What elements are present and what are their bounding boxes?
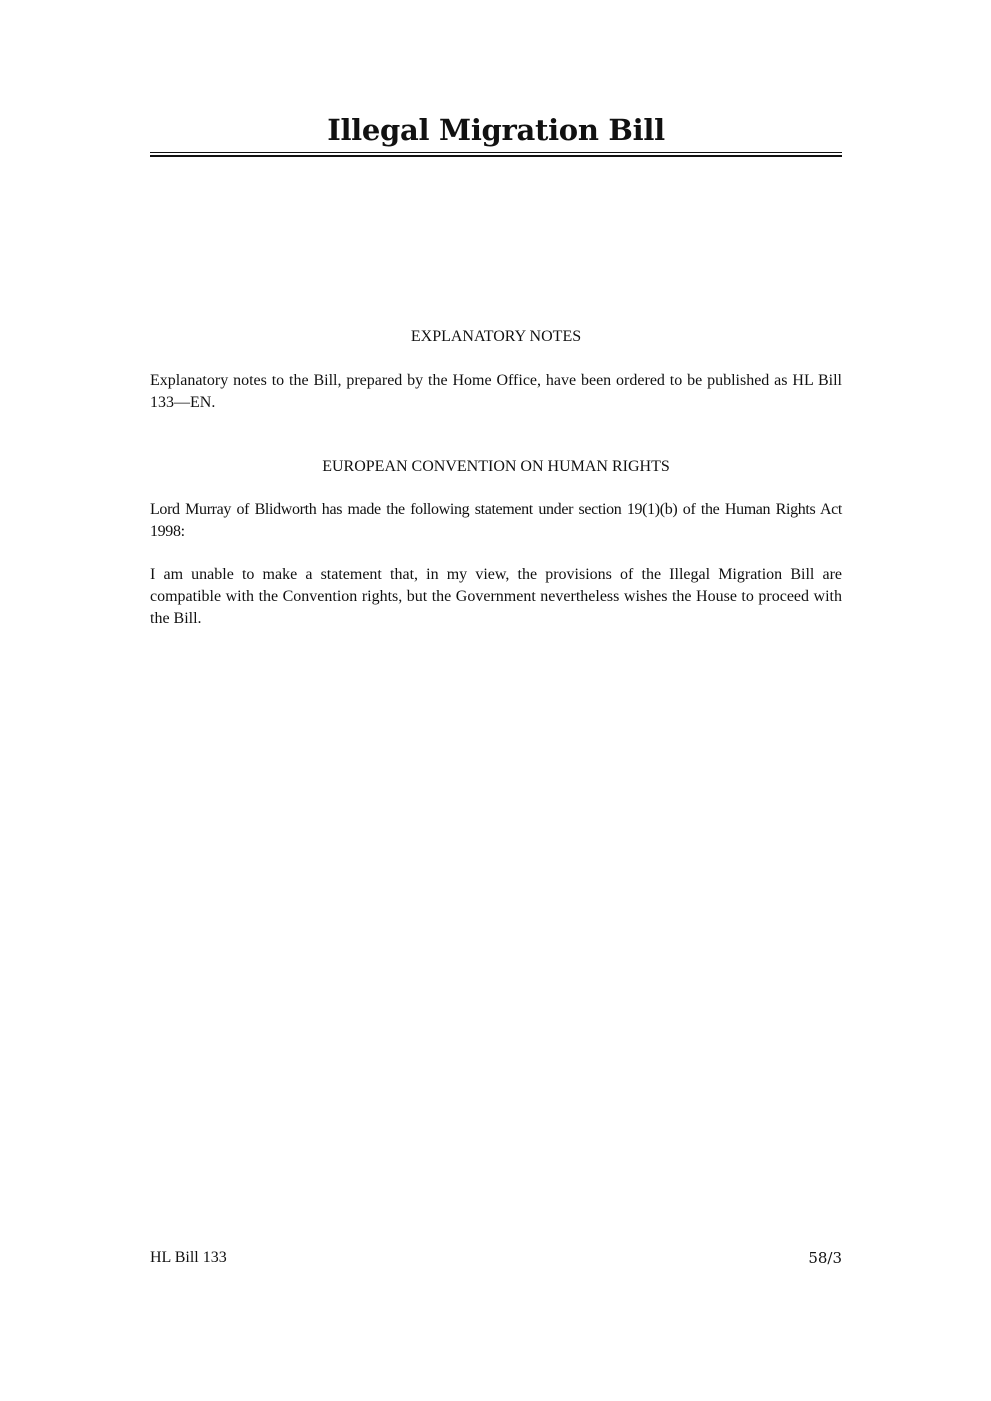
echr-statement-paragraph: I am unable to make a statement that, in my view, the provisions of the Illegal Migration Bill are compatible with the Convention rights, but the Government nevertheless wishes the House to proceed with the Bill.: [150, 566, 842, 627]
echr-heading: EUROPEAN CONVENTION ON HUMAN RIGHTS: [322, 458, 670, 475]
explanatory-notes-heading: EXPLANATORY NOTES: [410, 328, 582, 345]
title-rule-thick: [150, 155, 842, 157]
footer-bill-reference: HL Bill 133: [150, 1249, 227, 1266]
bill-title: Illegal Migration Bill: [327, 113, 665, 147]
explanatory-notes-paragraph: Explanatory notes to the Bill, prepared by the Home Office, have been ordered to be published as HL Bill 133—EN.: [150, 372, 842, 411]
footer-print-reference: 58/3: [808, 1249, 842, 1267]
title-rule-thin: [150, 152, 842, 153]
echr-intro-paragraph: Lord Murray of Blidworth has made the following statement under section 19(1)(b) of the Human Rights Act 1998:: [150, 501, 842, 540]
